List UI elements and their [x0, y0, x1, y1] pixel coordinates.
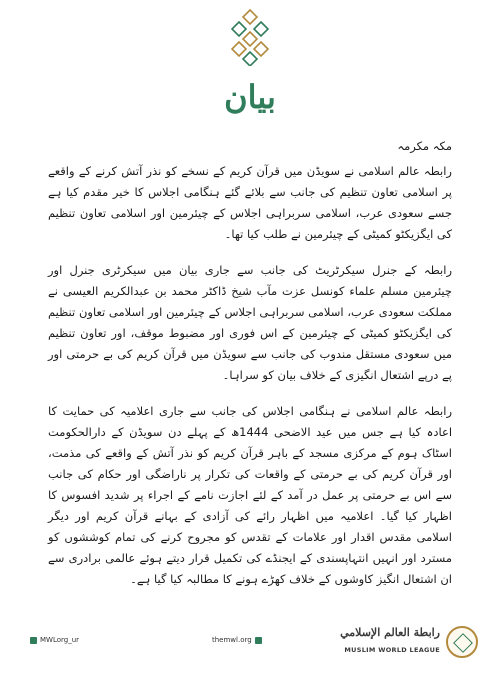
statement-body [48, 136, 452, 605]
social-handle-text: MWLorg_ur [40, 636, 80, 644]
mwl-seal-icon [446, 626, 478, 658]
page-title: بیان [224, 78, 276, 116]
ornament-icon [227, 8, 273, 66]
paragraph-2: رابطہ کے جنرل سیکرٹریٹ کی جانب سے جاری بیان میں سیکرٹری جنرل اور چیئرمین مسلم علماء کونسل عزت مآب شیخ ڈاکٹر محمد بن عبدالکریم العیسی نے مملکت سعودی عرب، اسلامی سربراہی اجلاس کے چیئرمین اور اسلامی تعاون تنظیم کی ایگزیکٹو کمیٹی کے چیئرمین کے اس فوری اور مضبوط موقف، اور تعاون تنظیم میں سعودی مستقل مندوب کی جانب سے سویڈن میں قرآن کریم کی بے حرمتی اور پے درپے اشتعال انگیزی کے خلاف بیان کو سراہا۔ [48, 263, 452, 382]
social-icon [30, 637, 37, 644]
logo-english-text: MUSLIM WORLD LEAGUE [344, 646, 440, 654]
paragraph-3: رابطہ عالم اسلامی نے ہنگامی اجلاس کی جانب سے جاری اعلامیہ کی حمایت کا اعادہ کیا ہے جس میں عید الاضحی 1444ھ کے پہلے دن سویڈن کے دارالحکومت اسٹاک ہوم کے مرکزی مسجد کے باہر قرآن کریم کو نذر آتش کے واقعے کی مذمت، اور قرآن کریم کی بے حرمتی کے واقعات کی تکرار پر ناراضگی اور حکام کی جانب سے اس بے حرمتی پر عمل در آمد کے لئے اجازت نامے کے اجراء پر شدید افسوس کا اظہار کیا گیا۔ اعلامیہ میں اظہار رائے کی آزادی کے بہانے قرآن کریم اور دیگر اسلامی مقدس اقدار اور علامات کے تقدس کو مجروح کرنے کی تمام کوششوں کو مسترد اور انہیں انتہاپسندی کے ایجنڈے کی تکمیل قرار دیتے ہوئے عالمی برادری سے ان اشتعال انگیز کاوشوں کے خلاف کھڑے ہونے کا مطالبہ کیا گیا ہے۔ [48, 404, 453, 586]
paragraph-1: رابطہ عالم اسلامی نے سویڈن میں قرآن کریم کے نسخے کو نذر آتش کرنے کے واقعے پر اسلامی تعاون تنظیم کی جانب سے بلائے گئے ہنگامی اجلاس کا خیر مقدم کیا ہے جسے سعودی عرب، اسلامی سربراہی اجلاس کے چیئرمین اور اسلامی تعاون تنظیم کی ایگزیکٹو کمیٹی کے چیئرمین نے طلب کیا تھا۔ [48, 164, 452, 241]
dateline: مکہ مکرمہ [397, 139, 452, 153]
mwl-logo [328, 622, 478, 666]
globe-icon [255, 637, 262, 644]
footer [0, 612, 500, 672]
logo-arabic-text: رابطة العالم الإسلامي [340, 626, 440, 639]
social-handle[interactable] [30, 636, 79, 644]
website-link[interactable] [212, 636, 262, 644]
website-text: themwl.org [212, 636, 252, 644]
